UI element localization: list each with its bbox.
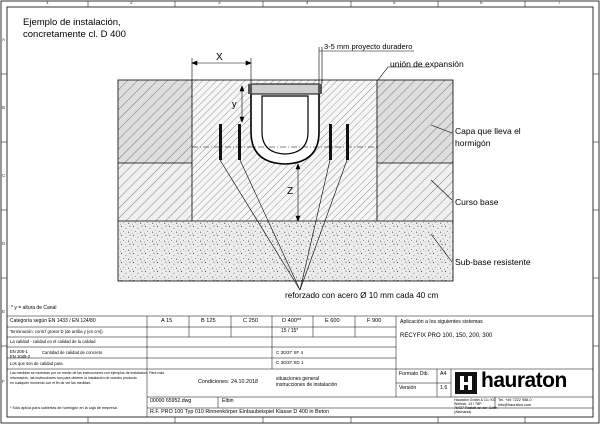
row3-left: La calidad - calidad en el calidad de la calidad [10, 339, 96, 344]
grid-row-f: F [2, 379, 5, 384]
grate-edge-right [318, 84, 322, 94]
rebar-right-2 [346, 124, 349, 160]
rebar-right-1 [329, 124, 332, 160]
grid-col-4: 4 [306, 0, 309, 5]
note-2: información, las instrucciones son para obtener la instalación de nuestro producto [10, 376, 137, 380]
d400-quality-2: C 30/37 XD 1 [276, 360, 304, 365]
curso-base-right-hatch [377, 163, 453, 221]
drawing-title-line1: Ejemplo de instalación, [23, 17, 121, 28]
grid-col-6: 6 [480, 0, 483, 5]
address-2: Werkstr. 13 / 78P [454, 402, 482, 406]
version-value: 1.6 [440, 385, 448, 391]
label-curso-base: Curso base [455, 197, 499, 207]
address-1: Hauraton Gmbh & Co. KG [454, 398, 496, 402]
contact-2: info@hauraton.com [498, 403, 532, 407]
row4-left-a: EN 206-1 [10, 349, 28, 354]
version-label: Versión [399, 385, 417, 391]
general-2: instrucciones de instalación [276, 382, 338, 388]
address-4: (Alemania) [454, 410, 472, 414]
site-name: Elbin [222, 398, 234, 404]
grid-row-b: B [2, 105, 6, 110]
sub-base-layer [118, 221, 453, 281]
grid-col-1: 1 [46, 0, 49, 5]
note-1: Las medidas se muestran por un medio de las instrucciones con ejemplos de instalación. Para más [10, 371, 165, 375]
channel-inner [262, 96, 308, 154]
grid-row-d: D [2, 241, 6, 246]
drawing-title-line2: concretamente cl. D 400 [23, 29, 126, 40]
footnote: * y = altura de Canal [11, 305, 57, 311]
class-b125: B 125 [201, 318, 216, 324]
format-label: Formato Dib. [399, 371, 429, 377]
label-union: unión de expansión [390, 59, 464, 69]
condition-label: Condiciones: [198, 379, 230, 385]
system-name: RECYFIX PRO 100, 150, 200, 300 [400, 333, 493, 339]
label-capa-2: hormigón [455, 138, 491, 148]
label-proyecto: 3-5 mm proyecto duradero [324, 42, 413, 51]
class-a15: A 15 [161, 318, 173, 324]
d400-thickness: 15 / 15* [281, 328, 299, 334]
row4-left-b: EN 1045-2 [10, 354, 31, 359]
drawing-title [23, 17, 126, 41]
contact-1: Tel. +49 7222 958-0 [498, 398, 532, 402]
note-4: * Sólo aplica para cubiertas de hormigón en la caja de empresa [10, 406, 117, 410]
grid-col-5: 5 [393, 0, 396, 5]
brand-logo: hauraton [481, 369, 567, 392]
dwg-name: 00000 65952.dwg [150, 398, 192, 404]
format-value: A4 [440, 371, 447, 377]
class-f900: F 900 [367, 318, 382, 324]
dim-label-y: y [232, 99, 237, 109]
row5-left: Los que son de calidad para [10, 361, 63, 366]
label-capa-1: Capa que lleva el [455, 126, 521, 136]
class-c250: C 250 [243, 318, 258, 324]
grid-row-a: A [2, 37, 6, 42]
slab-right-hatch [377, 80, 453, 163]
note-3: en cualquier momento con el fin de ver las medidas. [10, 381, 91, 385]
label-reforzado: reforzado con acero Ø 10 mm cada 40 cm [285, 291, 439, 300]
applies-label: Aplicación a los siguientes sistemas [400, 319, 483, 325]
grid-col-3: 3 [218, 0, 221, 5]
row2-left: Terminación: contr.f grosor D (de arriba y (en cm)) [10, 329, 103, 334]
d400-quality-1: C 30/37 XF 4 [276, 350, 304, 355]
class-d400: D 400** [282, 318, 302, 324]
class-e600: E 600 [325, 318, 340, 324]
row1-left: Categoría según EN 1433 / EN 124/80 [10, 318, 96, 324]
address-3: 76437 Rastatt an der Gotth [454, 406, 498, 410]
dim-label-x: X [216, 52, 223, 63]
slab-left-hatch [118, 80, 192, 163]
grid-col-7: 7 [558, 0, 561, 5]
footer-text: R.F. PRO 100 Typ 010 Rinnenkörper Einbaubeispiel Klasse D 400 in Beton [150, 409, 330, 415]
rebar-left-2 [238, 124, 241, 160]
general-1: situaciones general [276, 376, 320, 382]
row4-left-c: Cantidad de calidad de concreto [42, 350, 103, 355]
hauraton-logo-icon [455, 372, 477, 394]
curso-base-left-hatch [118, 163, 192, 221]
grid-row-e: E [2, 309, 6, 314]
grate-edge-left [248, 84, 252, 94]
condition-date: 24.10.2018 [231, 379, 258, 385]
dim-label-z: Z [287, 186, 294, 197]
channel-grate [251, 84, 319, 94]
rebar-left-1 [219, 124, 222, 160]
grid-col-2: 2 [130, 0, 133, 5]
grid-row-c: C [2, 173, 6, 178]
label-sub-base: Sub-base resistente [455, 257, 531, 267]
